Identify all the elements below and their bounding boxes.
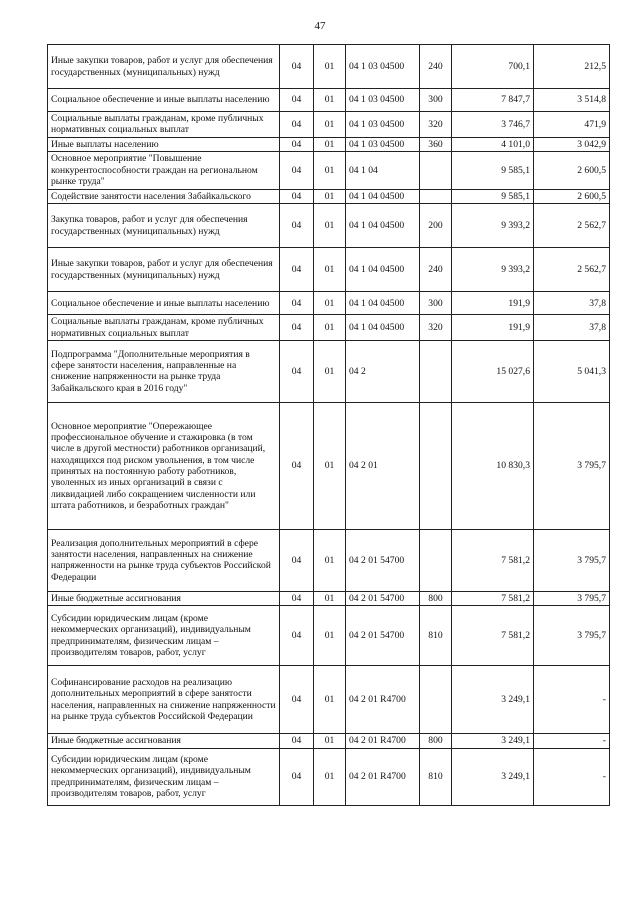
row-name-cell: Социальное обеспечение и иные выплаты населению: [48, 292, 280, 315]
subsection-code-cell: 01: [314, 189, 346, 203]
executed-amount-cell: 37,8: [534, 292, 610, 315]
row-name-cell: Закупка товаров, работ и услуг для обеспечения государственных (муниципальных) нужд: [48, 204, 280, 248]
section-code-cell: 04: [280, 189, 314, 203]
section-code-cell: 04: [280, 591, 314, 605]
subsection-code-cell: 01: [314, 248, 346, 292]
table-row: [48, 666, 610, 734]
table-row: [48, 315, 610, 341]
executed-amount-cell: 3 795,7: [534, 529, 610, 591]
planned-amount-cell: 3 249,1: [452, 666, 534, 734]
section-code-cell: 04: [280, 340, 314, 402]
target-item-code-cell: 04 1 03 04500: [346, 45, 420, 89]
subsection-code-cell: 01: [314, 292, 346, 315]
executed-amount-cell: 3 795,7: [534, 402, 610, 529]
section-code-cell: 04: [280, 734, 314, 748]
executed-amount-cell: 2 600,5: [534, 151, 610, 189]
subsection-code-cell: 01: [314, 89, 346, 112]
target-item-code-cell: 04 1 03 04500: [346, 89, 420, 112]
target-item-code-cell: 04 2 01 54700: [346, 606, 420, 666]
expense-type-code-cell: 800: [420, 591, 452, 605]
section-code-cell: 04: [280, 45, 314, 89]
section-code-cell: 04: [280, 529, 314, 591]
section-code-cell: 04: [280, 402, 314, 529]
target-item-code-cell: 04 1 03 04500: [346, 137, 420, 151]
planned-amount-cell: 700,1: [452, 45, 534, 89]
subsection-code-cell: 01: [314, 112, 346, 138]
section-code-cell: 04: [280, 151, 314, 189]
planned-amount-cell: 7 581,2: [452, 606, 534, 666]
expense-type-code-cell: 800: [420, 734, 452, 748]
planned-amount-cell: 191,9: [452, 315, 534, 341]
target-item-code-cell: 04 2 01: [346, 402, 420, 529]
expense-type-code-cell: 300: [420, 292, 452, 315]
table-row: [48, 591, 610, 605]
target-item-code-cell: 04 2 01 R4700: [346, 748, 420, 805]
table-row: [48, 189, 610, 203]
planned-amount-cell: 4 101,0: [452, 137, 534, 151]
row-name-cell: Социальные выплаты гражданам, кроме публичных нормативных социальных выплат: [48, 112, 280, 138]
row-name-cell: Субсидии юридическим лицам (кроме некоммерческих организаций), индивидуальным предпринимателям, физическим лицам – производителям товаров, работ, услуг: [48, 606, 280, 666]
table-row: [48, 89, 610, 112]
section-code-cell: 04: [280, 315, 314, 341]
budget-table: [47, 44, 610, 806]
executed-amount-cell: 37,8: [534, 315, 610, 341]
executed-amount-cell: -: [534, 666, 610, 734]
row-name-cell: Содействие занятости населения Забайкальского: [48, 189, 280, 203]
expense-type-code-cell: 320: [420, 112, 452, 138]
target-item-code-cell: 04 1 04 04500: [346, 248, 420, 292]
executed-amount-cell: 5 041,3: [534, 340, 610, 402]
row-name-cell: Иные закупки товаров, работ и услуг для обеспечения государственных (муниципальных) нужд: [48, 248, 280, 292]
expense-type-code-cell: 810: [420, 748, 452, 805]
table-row: [48, 292, 610, 315]
table-row: [48, 112, 610, 138]
planned-amount-cell: 9 393,2: [452, 248, 534, 292]
subsection-code-cell: 01: [314, 402, 346, 529]
target-item-code-cell: 04 2 01 R4700: [346, 734, 420, 748]
table-row: [48, 402, 610, 529]
subsection-code-cell: 01: [314, 606, 346, 666]
table-row: [48, 340, 610, 402]
subsection-code-cell: 01: [314, 529, 346, 591]
executed-amount-cell: 3 795,7: [534, 591, 610, 605]
section-code-cell: 04: [280, 292, 314, 315]
row-name-cell: Основное мероприятие "Опережающее профессиональное обучение и стажировка (в том числе в другой местности) работников организаций, находящихся под риском увольнения, в том числе принятых на постоянную работу работников, уволенных из иных организаций в связи с ликвидацией либо сокращением численности или штата работников, и безработных граждан": [48, 402, 280, 529]
planned-amount-cell: 7 847,7: [452, 89, 534, 112]
subsection-code-cell: 01: [314, 734, 346, 748]
table-row: [48, 748, 610, 805]
target-item-code-cell: 04 2 01 R4700: [346, 666, 420, 734]
section-code-cell: 04: [280, 137, 314, 151]
table-row: [48, 529, 610, 591]
expense-type-code-cell: 300: [420, 89, 452, 112]
planned-amount-cell: 9 585,1: [452, 189, 534, 203]
subsection-code-cell: 01: [314, 748, 346, 805]
planned-amount-cell: 3 249,1: [452, 748, 534, 805]
target-item-code-cell: 04 1 04 04500: [346, 204, 420, 248]
subsection-code-cell: 01: [314, 315, 346, 341]
executed-amount-cell: -: [534, 748, 610, 805]
subsection-code-cell: 01: [314, 591, 346, 605]
subsection-code-cell: 01: [314, 45, 346, 89]
expense-type-code-cell: 240: [420, 248, 452, 292]
target-item-code-cell: 04 1 04: [346, 151, 420, 189]
planned-amount-cell: 7 581,2: [452, 529, 534, 591]
table-row: [48, 151, 610, 189]
target-item-code-cell: 04 2 01 54700: [346, 591, 420, 605]
subsection-code-cell: 01: [314, 666, 346, 734]
section-code-cell: 04: [280, 606, 314, 666]
section-code-cell: 04: [280, 204, 314, 248]
table-row: [48, 734, 610, 748]
target-item-code-cell: 04 1 04 04500: [346, 292, 420, 315]
target-item-code-cell: 04 2 01 54700: [346, 529, 420, 591]
executed-amount-cell: 3 042,9: [534, 137, 610, 151]
row-name-cell: Иные выплаты населению: [48, 137, 280, 151]
table-row: [48, 248, 610, 292]
row-name-cell: Социальное обеспечение и иные выплаты населению: [48, 89, 280, 112]
expense-type-code-cell: [420, 529, 452, 591]
planned-amount-cell: 7 581,2: [452, 591, 534, 605]
executed-amount-cell: 471,9: [534, 112, 610, 138]
expense-type-code-cell: 810: [420, 606, 452, 666]
expense-type-code-cell: 240: [420, 45, 452, 89]
target-item-code-cell: 04 1 03 04500: [346, 112, 420, 138]
section-code-cell: 04: [280, 748, 314, 805]
row-name-cell: Социальные выплаты гражданам, кроме публичных нормативных социальных выплат: [48, 315, 280, 341]
expense-type-code-cell: [420, 402, 452, 529]
budget-table-body: [48, 45, 610, 806]
planned-amount-cell: 3 249,1: [452, 734, 534, 748]
expense-type-code-cell: [420, 340, 452, 402]
executed-amount-cell: 2 600,5: [534, 189, 610, 203]
row-name-cell: Софинансирование расходов на реализацию дополнительных мероприятий в сфере занятости населения, направленных на снижение напряженности на рынке труда субъектов Российской Федерации: [48, 666, 280, 734]
target-item-code-cell: 04 2: [346, 340, 420, 402]
row-name-cell: Субсидии юридическим лицам (кроме некоммерческих организаций), индивидуальным предпринимателям, физическим лицам – производителям товаров, работ, услуг: [48, 748, 280, 805]
executed-amount-cell: 3 514,8: [534, 89, 610, 112]
expense-type-code-cell: 360: [420, 137, 452, 151]
section-code-cell: 04: [280, 666, 314, 734]
row-name-cell: Основное мероприятие "Повышение конкурентоспособности граждан на региональном рынке труда": [48, 151, 280, 189]
planned-amount-cell: 10 830,3: [452, 402, 534, 529]
expense-type-code-cell: 200: [420, 204, 452, 248]
row-name-cell: Реализация дополнительных мероприятий в сфере занятости населения, направленных на снижение напряженности на рынке труда субъектов Российской Федерации: [48, 529, 280, 591]
table-row: [48, 204, 610, 248]
planned-amount-cell: 191,9: [452, 292, 534, 315]
target-item-code-cell: 04 1 04 04500: [346, 189, 420, 203]
planned-amount-cell: 9 393,2: [452, 204, 534, 248]
row-name-cell: Иные бюджетные ассигнования: [48, 591, 280, 605]
page-number: 47: [314, 20, 326, 32]
subsection-code-cell: 01: [314, 204, 346, 248]
executed-amount-cell: 2 562,7: [534, 248, 610, 292]
executed-amount-cell: 3 795,7: [534, 606, 610, 666]
expense-type-code-cell: 320: [420, 315, 452, 341]
row-name-cell: Подпрограмма "Дополнительные мероприятия в сфере занятости населения, направленные на снижение напряженности на рынке труда Забайкальского края в 2016 году": [48, 340, 280, 402]
executed-amount-cell: 212,5: [534, 45, 610, 89]
planned-amount-cell: 9 585,1: [452, 151, 534, 189]
table-row: [48, 606, 610, 666]
expense-type-code-cell: [420, 666, 452, 734]
executed-amount-cell: 2 562,7: [534, 204, 610, 248]
table-row: [48, 45, 610, 89]
subsection-code-cell: 01: [314, 151, 346, 189]
executed-amount-cell: -: [534, 734, 610, 748]
section-code-cell: 04: [280, 112, 314, 138]
planned-amount-cell: 15 027,6: [452, 340, 534, 402]
subsection-code-cell: 01: [314, 340, 346, 402]
target-item-code-cell: 04 1 04 04500: [346, 315, 420, 341]
table-row: [48, 137, 610, 151]
row-name-cell: Иные закупки товаров, работ и услуг для обеспечения государственных (муниципальных) нужд: [48, 45, 280, 89]
section-code-cell: 04: [280, 89, 314, 112]
subsection-code-cell: 01: [314, 137, 346, 151]
expense-type-code-cell: [420, 151, 452, 189]
row-name-cell: Иные бюджетные ассигнования: [48, 734, 280, 748]
section-code-cell: 04: [280, 248, 314, 292]
expense-type-code-cell: [420, 189, 452, 203]
planned-amount-cell: 3 746,7: [452, 112, 534, 138]
